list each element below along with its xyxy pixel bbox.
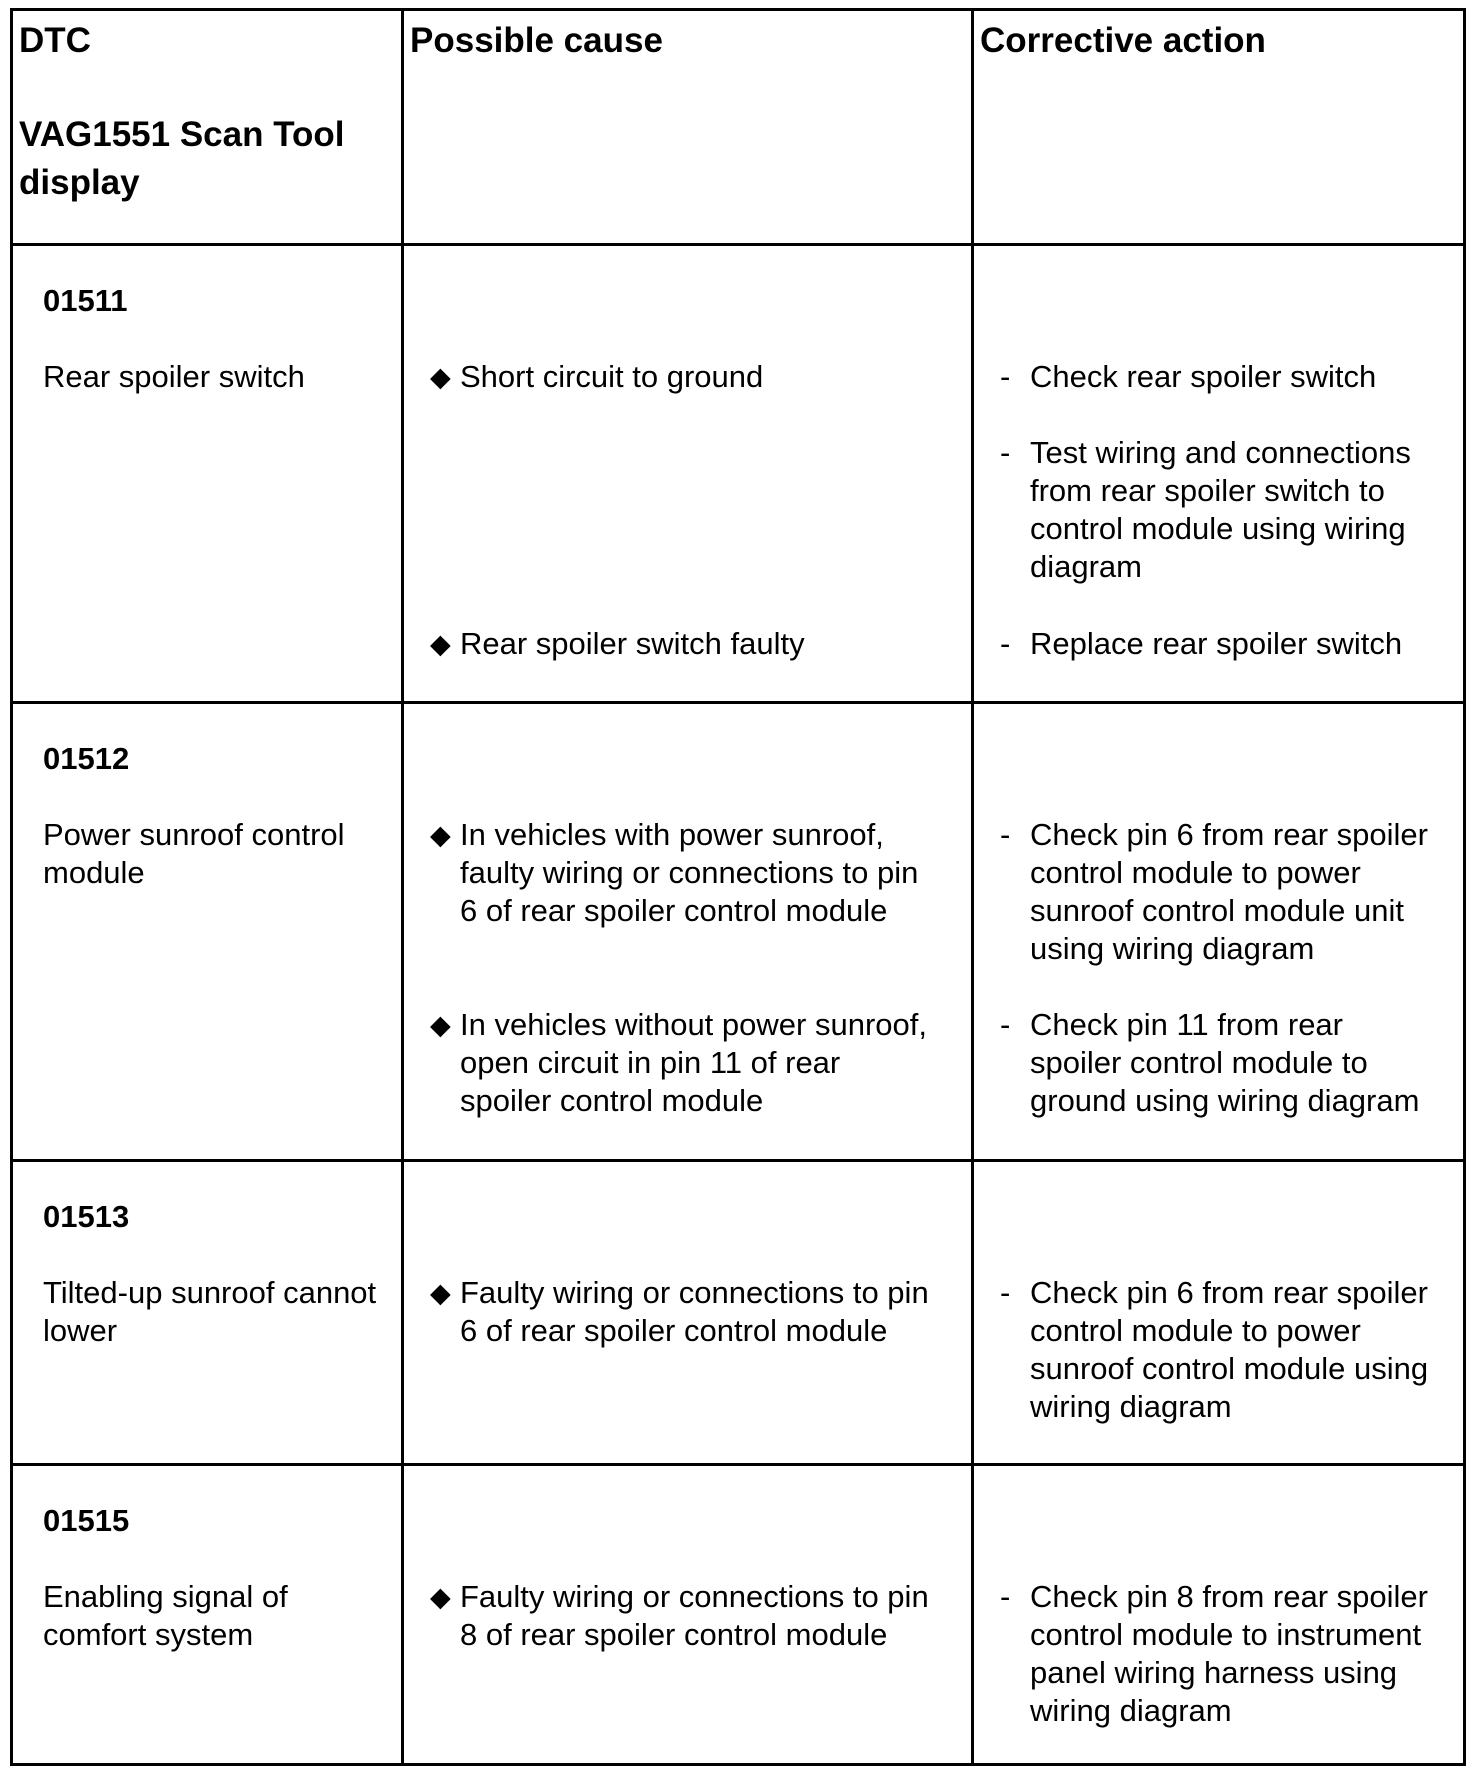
action-cell bbox=[973, 1465, 1465, 1765]
header-display-label: display bbox=[19, 163, 140, 202]
action-cell bbox=[973, 245, 1465, 703]
header-corrective-action-label: Corrective action bbox=[980, 21, 1266, 60]
action-item: - Check pin 6 from rear spoiler control module to power sunroof control module using wiring diagram bbox=[1000, 1275, 1429, 1424]
cause-cell bbox=[403, 1465, 973, 1765]
cause-item: ◆ Rear spoiler switch faulty bbox=[430, 626, 805, 661]
cause-item: ◆ In vehicles without power sunroof, open circuit in pin 11 of rear spoiler control module bbox=[430, 1007, 927, 1118]
diamond-bullet-icon: ◆ bbox=[430, 629, 451, 659]
header-dtc-cell bbox=[12, 10, 403, 245]
table-row bbox=[12, 703, 1465, 1161]
dtc-component: Enabling signal of comfort system bbox=[43, 1579, 288, 1652]
dtc-component: Tilted-up sunroof cannot lower bbox=[43, 1275, 377, 1348]
cause-cell bbox=[403, 703, 973, 1161]
header-possible-cause-cell bbox=[403, 10, 973, 245]
cause-cell bbox=[403, 245, 973, 703]
dash-bullet-icon: - bbox=[1000, 1579, 1011, 1614]
dtc-component: Rear spoiler switch bbox=[43, 359, 305, 394]
dtc-cell bbox=[12, 1161, 403, 1465]
dtc-cell bbox=[12, 245, 403, 703]
cause-cell bbox=[403, 1161, 973, 1465]
dtc-table bbox=[10, 8, 1466, 1766]
action-cell bbox=[973, 703, 1465, 1161]
dtc-code: 01512 bbox=[43, 741, 130, 776]
action-item: - Check pin 11 from rear spoiler control module to ground using wiring diagram bbox=[1000, 1007, 1420, 1118]
table-header-row bbox=[12, 10, 1465, 245]
action-cell bbox=[973, 1161, 1465, 1465]
table-row bbox=[12, 1465, 1465, 1765]
table-row bbox=[12, 245, 1465, 703]
dtc-component: Power sunroof control module bbox=[43, 817, 345, 890]
cause-item: ◆ Faulty wiring or connections to pin 8 of rear spoiler control module bbox=[430, 1579, 929, 1652]
dash-bullet-icon: - bbox=[1000, 626, 1011, 661]
dtc-cell bbox=[12, 1465, 403, 1765]
cause-item: ◆ In vehicles with power sunroof, faulty wiring or connections to pin 6 of rear spoiler control module bbox=[430, 817, 919, 928]
dtc-code: 01511 bbox=[43, 283, 128, 318]
action-item: - Check pin 8 from rear spoiler control module to instrument panel wiring harness using wiring diagram bbox=[1000, 1579, 1428, 1728]
diamond-bullet-icon: ◆ bbox=[430, 1010, 451, 1040]
action-item: - Test wiring and connections from rear spoiler switch to control module using wiring diagram bbox=[1000, 435, 1411, 584]
header-corrective-action-cell bbox=[973, 10, 1465, 245]
header-possible-cause-label: Possible cause bbox=[410, 21, 663, 60]
dash-bullet-icon: - bbox=[1000, 1007, 1011, 1042]
header-dtc-label: DTC bbox=[19, 21, 91, 60]
dash-bullet-icon: - bbox=[1000, 817, 1011, 852]
table-row bbox=[12, 1161, 1465, 1465]
diamond-bullet-icon: ◆ bbox=[430, 1582, 451, 1612]
diamond-bullet-icon: ◆ bbox=[430, 362, 451, 392]
dtc-cell bbox=[12, 703, 403, 1161]
dash-bullet-icon: - bbox=[1000, 359, 1011, 394]
dash-bullet-icon: - bbox=[1000, 1275, 1011, 1310]
action-item: - Replace rear spoiler switch bbox=[1000, 626, 1403, 661]
action-item: - Check pin 6 from rear spoiler control module to power sunroof control module unit using wiring diagram bbox=[1000, 817, 1428, 966]
cause-item: ◆ Faulty wiring or connections to pin 6 of rear spoiler control module bbox=[430, 1275, 929, 1348]
header-scan-tool-label: VAG1551 Scan Tool bbox=[19, 115, 345, 154]
action-item: - Check rear spoiler switch bbox=[1000, 359, 1377, 394]
dtc-code: 01515 bbox=[43, 1503, 130, 1538]
cause-item: ◆ Short circuit to ground bbox=[430, 359, 764, 394]
dash-bullet-icon: - bbox=[1000, 435, 1011, 470]
dtc-code: 01513 bbox=[43, 1199, 130, 1234]
diamond-bullet-icon: ◆ bbox=[430, 1278, 451, 1308]
diamond-bullet-icon: ◆ bbox=[430, 820, 451, 850]
